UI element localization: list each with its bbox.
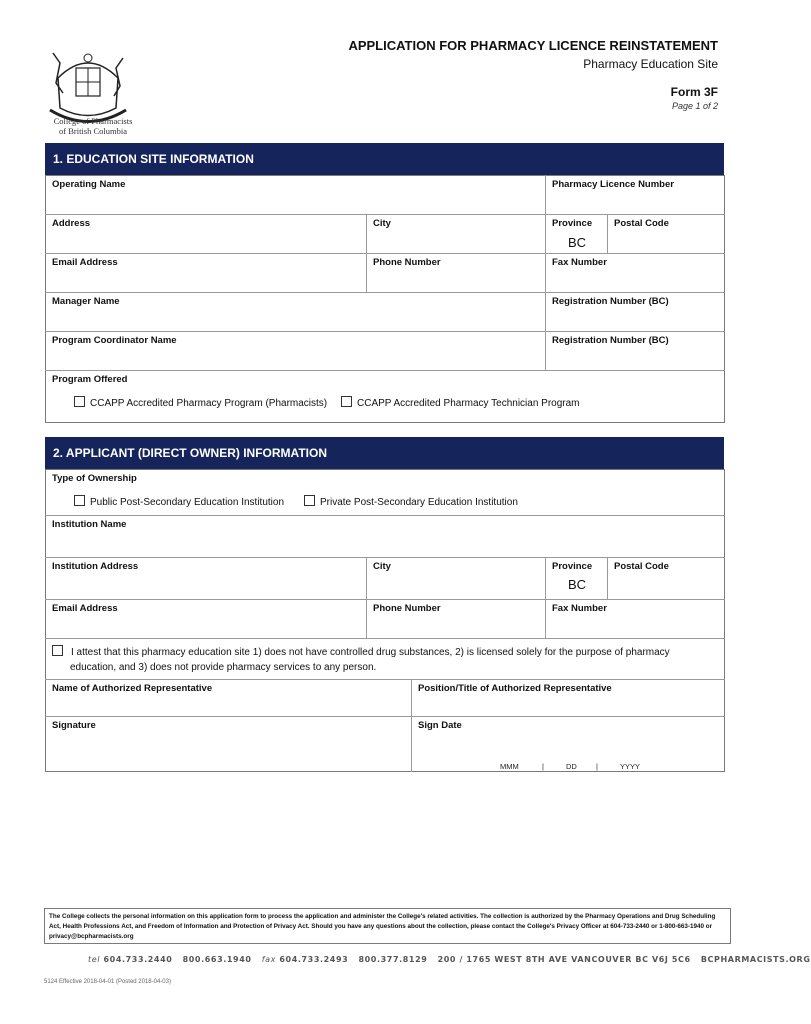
institution-province-field: Province	[552, 561, 593, 572]
date-sep2: |	[596, 762, 598, 771]
section2-heading: 2. APPLICANT (DIRECT OWNER) INFORMATION	[45, 437, 724, 470]
institution-postal-code-field[interactable]: Postal Code	[614, 561, 669, 572]
org-name	[38, 116, 148, 136]
attestation	[52, 645, 712, 675]
privacy-notice: The College collects the personal information on this application form to process the application and administer the College's related activities. The collection is authorized by the Pharmacy Operations and Drug Scheduling Act, Health Professions Act, and Freedom of Information and Protection of Privacy Act. Should you have any questions about the collection, please contact the College's Privacy Officer at 604-733-2440 or 1-800-663-1940 or privacy@bcpharmacists.org	[44, 908, 731, 944]
date-sep1: |	[542, 762, 544, 771]
checkbox-icon	[341, 396, 352, 407]
checkbox-icon	[304, 495, 315, 506]
tel-label: tel	[88, 955, 101, 964]
address-field[interactable]: Address	[52, 218, 91, 229]
program-pharmacists-checkbox[interactable]: CCAPP Accredited Pharmacy Program (Pharmacists)	[74, 396, 327, 409]
attest-line2: education, and 3) does not provide pharmacy services to any person.	[70, 662, 377, 673]
manager-name-field[interactable]: Manager Name	[52, 296, 120, 307]
form-subtitle: Pharmacy Education Site	[583, 57, 718, 71]
checkbox-icon	[52, 645, 63, 656]
institution-fax-field[interactable]: Fax Number	[552, 603, 607, 614]
ownership-private-checkbox[interactable]: Private Post-Secondary Education Institution	[304, 495, 518, 508]
org-name-line1: College of Pharmacists	[53, 116, 133, 126]
institution-city-field[interactable]: City	[373, 561, 391, 572]
attest-checkbox-line[interactable]	[52, 645, 712, 660]
org-name-line2: of British Columbia	[59, 126, 127, 136]
licence-number-field[interactable]: Pharmacy Licence Number	[552, 179, 674, 190]
province-value: BC	[568, 235, 587, 250]
fax-number: 604.733.2493	[279, 955, 349, 964]
alt-number: 800.377.8129	[358, 955, 428, 964]
program-technician-checkbox[interactable]: CCAPP Accredited Pharmacy Technician Program	[341, 396, 580, 409]
attest-line1: I attest that this pharmacy education site 1) does not have controlled drug substances, 2) is licensed solely for the purpose of pharmacy	[71, 647, 670, 658]
institution-phone-field[interactable]: Phone Number	[373, 603, 441, 614]
ownership-type-label: Type of Ownership	[52, 473, 137, 484]
contact-line	[88, 955, 811, 964]
rep-name-field[interactable]: Name of Authorized Representative	[52, 683, 213, 694]
fax-field[interactable]: Fax Number	[552, 257, 607, 268]
date-dd: DD	[566, 762, 577, 771]
institution-email-field[interactable]: Email Address	[52, 603, 118, 614]
signature-field[interactable]: Signature	[52, 720, 96, 731]
website-link[interactable]: BCPHARMACISTS.ORG	[700, 955, 811, 964]
fax-label: fax	[261, 955, 276, 964]
institution-address-field[interactable]: Institution Address	[52, 561, 139, 572]
section1-heading: 1. EDUCATION SITE INFORMATION	[45, 143, 724, 176]
page-number: Page 1 of 2	[671, 101, 718, 111]
operating-name-field[interactable]: Operating Name	[52, 179, 126, 190]
sign-date-field[interactable]: Sign Date	[418, 720, 462, 731]
ownership-public-checkbox[interactable]: Public Post-Secondary Education Institution	[74, 495, 284, 508]
manager-reg-number-field[interactable]: Registration Number (BC)	[552, 296, 669, 307]
rep-title-field[interactable]: Position/Title of Authorized Representative	[418, 683, 612, 694]
date-mmm: MMM	[500, 762, 519, 771]
institution-province-value: BC	[568, 577, 587, 592]
postal-code-field[interactable]: Postal Code	[614, 218, 669, 229]
form-title: APPLICATION FOR PHARMACY LICENCE REINSTATEMENT	[348, 38, 718, 53]
college-address: 200 / 1765 WEST 8TH AVE VANCOUVER BC V6J 5C6	[437, 955, 691, 964]
phone-field[interactable]: Phone Number	[373, 257, 441, 268]
checkbox-icon	[74, 495, 85, 506]
email-field[interactable]: Email Address	[52, 257, 118, 268]
tollfree-number: 800.663.1940	[182, 955, 252, 964]
coordinator-name-field[interactable]: Program Coordinator Name	[52, 335, 177, 346]
city-field[interactable]: City	[373, 218, 391, 229]
tel-number: 604.733.2440	[103, 955, 173, 964]
coordinator-reg-number-field[interactable]: Registration Number (BC)	[552, 335, 669, 346]
province-field: Province	[552, 218, 593, 229]
form-code: 5124 Effective 2018-04-01 (Posted 2018-04-03)	[44, 979, 171, 985]
program-offered-label: Program Offered	[52, 374, 128, 385]
institution-name-field[interactable]: Institution Name	[52, 519, 127, 530]
checkbox-icon	[74, 396, 85, 407]
form-number: Form 3F	[670, 85, 718, 99]
date-yyyy: YYYY	[620, 762, 641, 771]
